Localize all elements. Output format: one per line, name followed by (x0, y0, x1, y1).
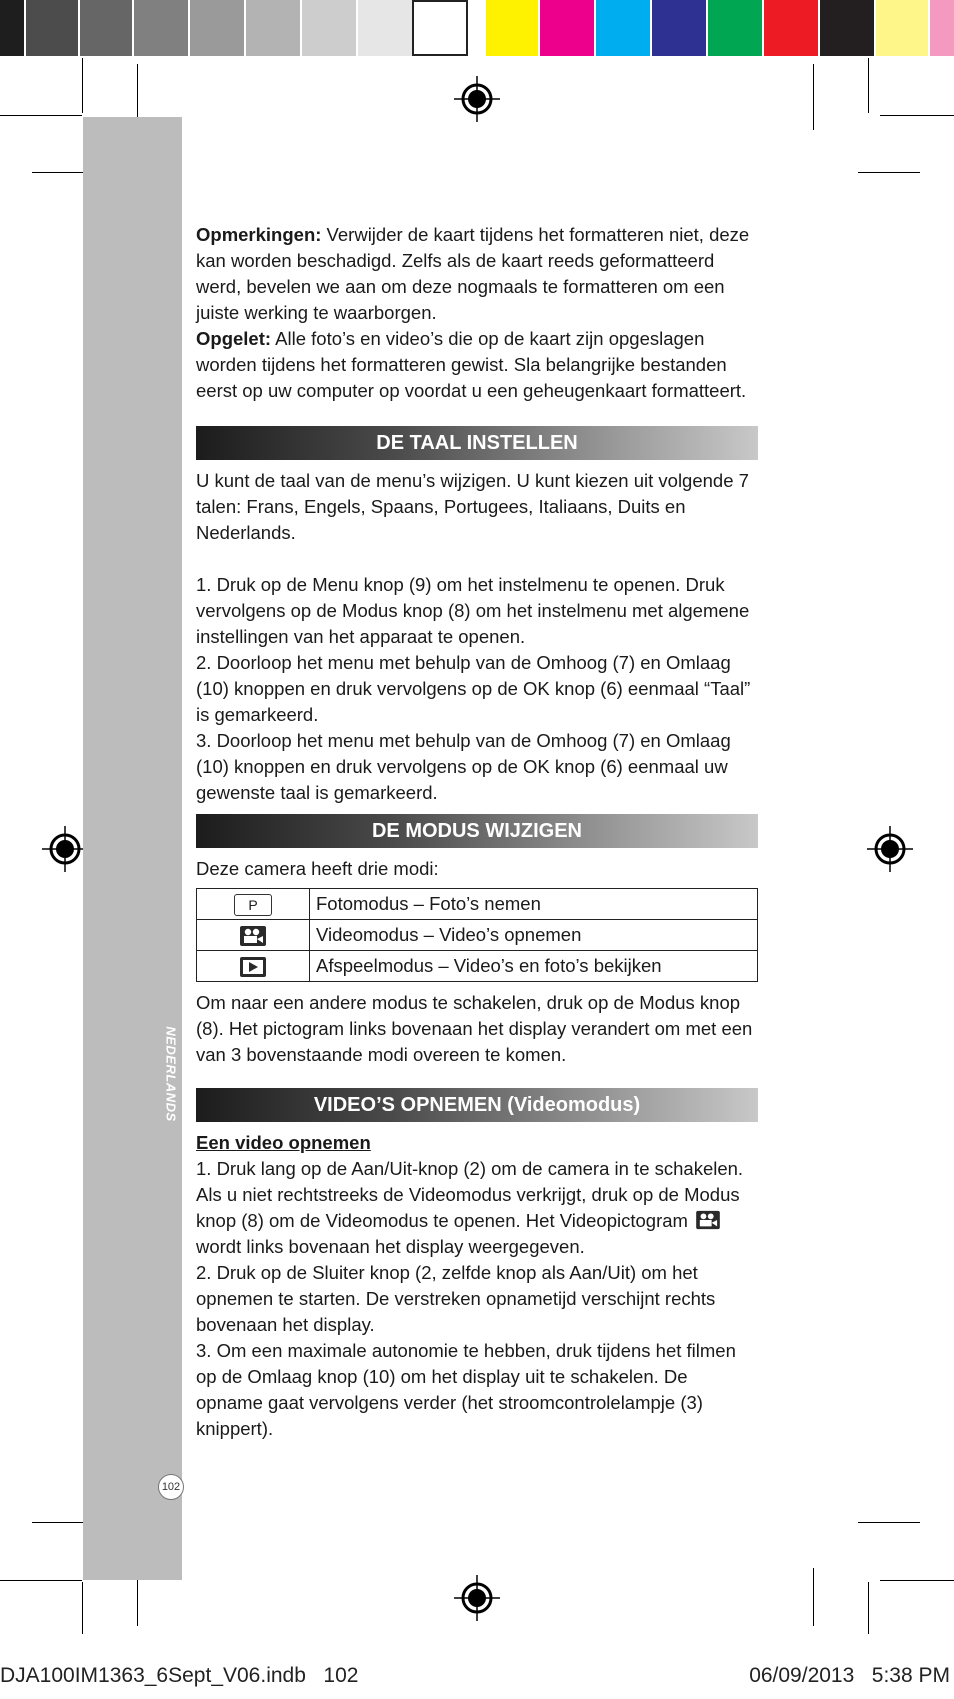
section-heading-video: VIDEO’S OPNEMEN (Videomodus) (196, 1088, 758, 1122)
crop-mark (82, 1582, 83, 1634)
mode-table (196, 888, 758, 982)
playback-icon (239, 956, 267, 978)
color-swatch (596, 0, 650, 56)
crop-mark (813, 1568, 814, 1626)
section-heading-mode: DE MODUS WIJZIGEN (196, 814, 758, 848)
mode-description: Afspeelmodus – Video’s en foto’s bekijken (310, 951, 758, 982)
color-swatch (486, 0, 538, 56)
crop-mark (858, 1522, 920, 1523)
crop-mark (868, 58, 869, 113)
gray-swatch (0, 0, 24, 56)
video-subheading: Een video opnemen (196, 1132, 371, 1153)
video-step-3: 3. Om een maximale autonomie te hebben, druk tijdens het filmen op de Omlaag knop (10) om het display uit te schakelen. De opname gaat vervolgens verder (het stroomcontrolelampje (3) knippert). (196, 1340, 736, 1439)
gray-swatch (302, 0, 356, 56)
gray-swatch (246, 0, 300, 56)
crop-mark (0, 1580, 82, 1581)
color-swatch (876, 0, 928, 56)
language-step-3: 3. Doorloop het menu met behulp van de Omhoog (7) en Omlaag (10) knoppen en druk vervolgens op de OK knop (6) eenmaal uw gewenste taal is gemarkeerd. (196, 730, 731, 803)
mode-description: Fotomodus – Foto’s nemen (310, 889, 758, 920)
gray-swatch (190, 0, 244, 56)
footer-filename: DJA100IM1363_6Sept_V06.indb 102 (0, 1664, 359, 1687)
video-step-1-text: 1. Druk lang op de Aan/Uit-knop (2) om de camera in te schakelen. Als u niet rechtstreeks de Videomodus verkrijgt, druk op de Modus knop (8) om de Videomodus te openen. Het Videopictogram (196, 1158, 744, 1231)
crop-mark (82, 58, 83, 113)
video-step-1-text-end: wordt links bovenaan het display weergegeven. (196, 1236, 585, 1257)
color-swatch (708, 0, 762, 56)
crop-mark (880, 1580, 954, 1581)
language-step-2: 2. Doorloop het menu met behulp van de Omhoog (7) en Omlaag (10) knoppen en druk vervolgens op de OK knop (6) eenmaal “Taal” is gemarkeerd. (196, 652, 751, 725)
gray-swatch (80, 0, 132, 56)
crop-mark (880, 115, 954, 116)
note-paragraph (196, 222, 758, 326)
table-row (197, 889, 758, 920)
video-camera-icon (694, 1210, 722, 1230)
gray-swatch (26, 0, 78, 56)
mode-intro: Deze camera heeft drie modi: (196, 858, 439, 879)
warning-paragraph (196, 326, 758, 404)
crop-mark (0, 115, 82, 116)
registration-mark-icon (42, 826, 88, 872)
crop-mark (858, 172, 920, 173)
gray-swatch (134, 0, 188, 56)
color-swatch (652, 0, 706, 56)
warning-label: Opgelet: (196, 328, 272, 349)
crop-mark (868, 1582, 869, 1634)
language-sidebar (83, 117, 182, 1580)
video-step-2: 2. Druk op de Sluiter knop (2, zelfde knop als Aan/Uit) om het opnemen te starten. De verstreken opnametijd verschijnt rechts bovenaan het display. (196, 1262, 716, 1335)
sidebar-language-label: NEDERLANDS (163, 1026, 179, 1122)
note-text: Verwijder de kaart tijdens het formatteren niet, deze kan worden beschadigd. Zelfs als de kaart reeds geformatteerd werd, bevelen we aan om deze nogmaals te formatteren om een juiste werking te waarborgen. (196, 224, 750, 323)
color-swatch (764, 0, 818, 56)
crop-mark (813, 64, 814, 130)
color-swatch (930, 0, 954, 56)
color-calibration-bar (0, 0, 954, 56)
video-camera-icon (239, 925, 267, 947)
language-intro: U kunt de taal van de menu’s wijzigen. U kunt kiezen uit volgende 7 talen: Frans, Engels, Spaans, Portugees, Italiaans, Duits en Nederlands. (196, 470, 749, 543)
photo-mode-icon: P (234, 894, 272, 916)
registration-mark-icon (867, 826, 913, 872)
table-row (197, 920, 758, 951)
page-content (196, 222, 758, 1442)
mode-description: Videomodus – Video’s opnemen (310, 920, 758, 951)
language-step-1: 1. Druk op de Menu knop (9) om het instelmenu te openen. Druk vervolgens op de Modus knop (8) om het instelmenu met algemene instellingen van het apparaat te openen. (196, 574, 750, 647)
table-row (197, 951, 758, 982)
page-number: 102 (158, 1474, 184, 1500)
section-heading-language: DE TAAL INSTELLEN (196, 426, 758, 460)
registration-mark-icon (454, 1575, 500, 1621)
mode-outro: Om naar een andere modus te schakelen, druk op de Modus knop (8). Het pictogram links bovenaan het display verandert om met een van 3 bovenstaande modi overeen te komen. (196, 992, 753, 1065)
video-step-1 (196, 1156, 758, 1260)
registration-mark-icon (454, 76, 500, 122)
footer-date: 06/09/2013 5:38 PM (749, 1664, 950, 1687)
warning-text: Alle foto’s en video’s die op de kaart zijn opgeslagen worden tijdens het formatteren gewist. Sla belangrijke bestanden eerst op uw computer op voordat u een geheugenkaart formatteert. (196, 328, 747, 401)
note-label: Opmerkingen: (196, 224, 322, 245)
gray-swatch (412, 0, 468, 56)
gray-swatch (358, 0, 412, 56)
color-swatch (820, 0, 874, 56)
color-swatch (540, 0, 594, 56)
